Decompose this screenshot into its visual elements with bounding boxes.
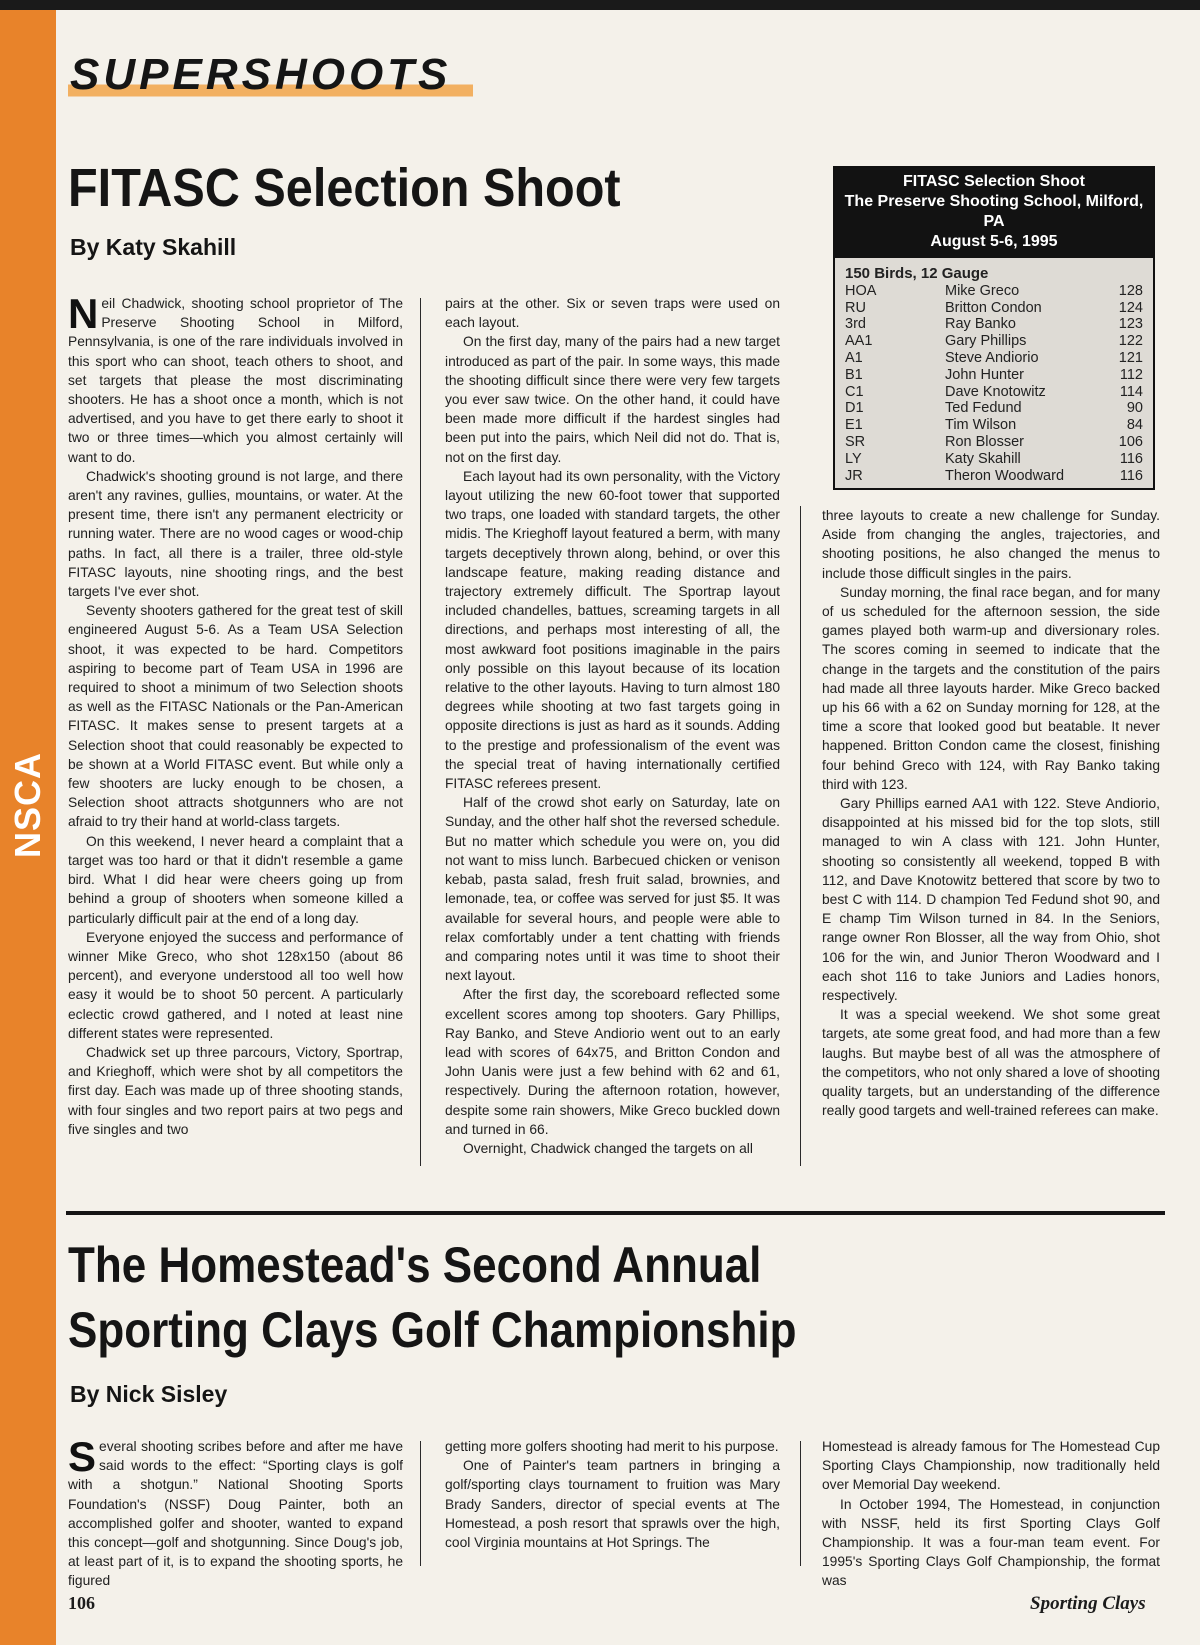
results-row (845, 300, 1143, 317)
paragraph: In October 1994, The Homestead, in conjunction with NSSF, held its first Sporting Clays Golf Championship. It was a four-man team event. For 1995's Sporting Clays Golf Championship, the format was (822, 1496, 1160, 1589)
results-class: JR (845, 467, 863, 484)
results-shooter: John Hunter (945, 366, 1024, 383)
results-score: 116 (1119, 467, 1143, 484)
results-class: LY (845, 450, 862, 467)
column-divider (420, 1441, 421, 1566)
results-score: 121 (1118, 349, 1143, 366)
article2-column-3 (822, 1437, 1160, 1591)
article-separator (66, 1211, 1165, 1215)
paragraph: Half of the crowd shot early on Saturday, late on Sunday, and the other half shot the reversed schedule. But no matter which schedule you were on, you did not want to miss lunch. Barbecued chicken or venison kebab, pasta salad, fresh fruit salad, brownies, and lemonade, tea, or coffee was served for just $5. It was available for several hours, and people were able to relax comfortably under a tent chatting with friends and comparing notes until it was time to shoot their next layout. (445, 795, 780, 984)
paragraph: Sunday morning, the final race began, and for many of us scheduled for the afternoon session, the side games played both warm-up and diversionary roles. The scores coming in seemed to indicate that the change in the targets and the constitution of the pairs had made all three layouts harder. Mike Greco backed up his 66 with a 62 on Sunday morning for 128, at the time a score that looked good but beatable. It never happened. Britton Condon came the closest, finishing four behind Greco with 124, with Ray Banko taking third with 123. (822, 584, 1160, 792)
paragraph: It was a special weekend. We shot some great targets, ate some great food, and had more than a few laughs. But maybe best of all was the atmosphere of the competitors, who not only shared a love of shooting quality targets, but an understanding of the difference really good targets and well-trained referees can make. (822, 1007, 1160, 1119)
results-score: 106 (1118, 433, 1143, 450)
results-header (835, 168, 1153, 258)
sidebar-tab (0, 10, 56, 1645)
results-header-date: August 5-6, 1995 (930, 233, 1058, 250)
results-class: E1 (845, 417, 863, 434)
results-class: AA1 (845, 333, 873, 350)
results-shooter: Gary Phillips (945, 333, 1027, 350)
magazine-name: Sporting Clays (1030, 1593, 1146, 1614)
results-shooter: Dave Knotowitz (945, 383, 1046, 400)
results-box (833, 166, 1155, 490)
results-row (845, 451, 1143, 468)
results-score: 90 (1126, 400, 1143, 417)
top-border (0, 0, 1200, 10)
results-class: RU (845, 299, 866, 316)
paragraph: Chadwick set up three parcours, Victory, Sportrap, and Krieghoff, which were shot by all competitors the first day. Each was made up of three shooting stands, with four singles and two report pairs at two pegs and five singles and two (68, 1044, 403, 1137)
results-score: 122 (1118, 333, 1143, 350)
results-row (845, 400, 1143, 417)
paragraph: After the first day, the scoreboard reflected some excellent scores among top shooters. Gary Phillips, Ray Banko, and Steve Andiorio went out to an early lead with scores of 64x75, and Britton Condon and John Uanis were just a few behind with 62 and 61, respectively. During the afternoon rotation, however, despite some rain showers, Mike Greco buckled down and turned in 66. (445, 987, 780, 1137)
paragraph: One of Painter's team partners in bringing a golf/sporting clays tournament to fruition was Mary Brady Sanders, director of special events at The Homestead, a posh resort that sprawls over the high, cool Virginia mountains at Hot Springs. The (445, 1458, 780, 1551)
results-score: 123 (1118, 316, 1143, 333)
results-score: 116 (1119, 450, 1143, 467)
article1-column-3 (822, 506, 1160, 1121)
column-divider (800, 506, 801, 1166)
results-header-location: The Preserve Shooting School, Milford, PA (844, 193, 1144, 230)
results-row (845, 350, 1143, 367)
results-class: C1 (845, 383, 864, 400)
results-shooter: Katy Skahill (945, 450, 1021, 467)
article1-column-2 (445, 294, 780, 1158)
results-score: 114 (1119, 383, 1143, 400)
results-score: 84 (1126, 417, 1143, 434)
results-shooter: Britton Condon (945, 299, 1042, 316)
results-row (845, 384, 1143, 401)
results-shooter: Ron Blosser (945, 433, 1024, 450)
results-score: 124 (1118, 299, 1143, 316)
section-label: SUPERSHOOTS (68, 48, 473, 102)
results-class: HOA (845, 282, 877, 299)
results-row (845, 468, 1143, 485)
results-score: 112 (1119, 366, 1143, 383)
article2-column-2 (445, 1437, 780, 1552)
results-shooter: Mike Greco (945, 282, 1020, 299)
results-row (845, 434, 1143, 451)
paragraph: Each layout had its own personality, with the Victory layout utilizing the new 60-foot tower that supported two traps, one loaded with standard targets, the other midis. The Krieghoff layout featured a berm, with many targets deceptively thrown along, behind, or over this landscape feature, making reading distance and trajectory extremely difficult. The Sportrap layout included chandelles, battues, screaming targets in all directions, and perhaps most interesting of all, the most awkward foot positions imaginable in the pairs only possible on this layout because of its location relative to the other layouts. Having to turn almost 180 degrees while shooting at two fast targets going in opposite directions is just as hard as it sounds. Adding to the prestige and professionalism of the event was the special treat of having internationally certified FITASC referees present. (445, 468, 780, 792)
paragraph: On the first day, many of the pairs had a new target introduced as part of the pair. In some ways, this made the shooting difficult since there were very few targets you ever saw twice. On the other hand, it could have been made more difficult if the hardest singles had been put into the pairs, which Neil did not do. That is, not on the first day. (445, 334, 780, 465)
results-shooter: Tim Wilson (945, 417, 1017, 434)
results-row (845, 367, 1143, 384)
results-shooter: Ted Fedund (945, 400, 1022, 417)
sidebar-label: NSCA (7, 751, 48, 859)
paragraph: getting more golfers shooting had merit to his purpose. (445, 1439, 779, 1454)
paragraph: Chadwick's shooting ground is not large, and there aren't any ravines, gullies, mountains, or water. At the present time, there isn't any permanent electricity or running water. There are no wood cages or wood-chip paths. In fact, all there is a trailer, three old-style FITASC layouts, nine shooting rings, and the best targets I've ever shot. (68, 468, 403, 600)
results-body (835, 258, 1153, 484)
article2-title (68, 1233, 796, 1363)
paragraph: Gary Phillips earned AA1 with 122. Steve Andiorio, disappointed at his missed bid for the top slots, still managed to win A class with 121. John Hunter, shooting so consistently all weekend, topped B with 112, and Dave Knotowitz bettered that score by two to best C with 114. D champion Ted Fedund shot 90, and E champ Tim Wilson turned in 84. In the Seniors, range owner Ron Blosser, all the way from Ohio, shot 106 for the win, and Junior Theron Woodward and I each shot 116 to take Juniors and Ladies honors, respectively. (822, 796, 1160, 1004)
article2-title-line-2: Sporting Clays Golf Championship (68, 1302, 797, 1358)
results-class: A1 (845, 349, 863, 366)
paragraph: Everyone enjoyed the success and performance of winner Mike Greco, who shot 128x150 (about 86 percent), and everyone understood all too well how easy it would be to shoot 50 percent. A particularly eclectic crowd gathered, and I noted at least nine different states were represented. (68, 929, 403, 1041)
paragraph: pairs at the other. Six or seven traps were used on each layout. (445, 296, 780, 331)
results-row (845, 417, 1143, 434)
results-subheader: 150 Birds, 12 Gauge (845, 265, 989, 282)
results-shooter: Theron Woodward (945, 467, 1065, 484)
page-number: 106 (68, 1593, 95, 1613)
results-class: D1 (845, 400, 864, 417)
paragraph: Homestead is already famous for The Homestead Cup Sporting Clays Championship, now traditionally held over Memorial Day weekend. (822, 1439, 1160, 1493)
results-class: 3rd (845, 316, 866, 333)
paragraph: Several shooting scribes before and after me have said words to the effect: “Sporting clays is golf with a shotgun.” National Shooting Sports Foundation's (NSSF) Doug Painter, both an accomplished golfer and shooter, wanted to expand this concept—golf and shotgunning. Since Doug's job, at least part of it, is to expand the shooting sports, he figured (68, 1433, 403, 1589)
results-row (845, 283, 1143, 300)
results-row (845, 333, 1143, 350)
results-class: SR (845, 433, 866, 450)
results-shooter: Ray Banko (945, 316, 1016, 333)
paragraph: Overnight, Chadwick changed the targets on all (463, 1140, 753, 1156)
paragraph: Seventy shooters gathered for the great test of skill engineered August 5-6. As a Team USA Selection shoot, it was expected to be hard. Competitors aspiring to become part of Team USA in 1996 are required to shoot a minimum of two Selection shoots as well as the FITASC Nationals or the Pan-American FITASC. It makes sense to present targets at a Selection shoot that could reasonably be expected to be shown at a World FITASC event. But while only a few shooters are lucky enough to be chosen, a Selection shoot attracts shotgunners who are not afraid to try their hand at world-class targets. (68, 603, 403, 830)
article2-byline: By Nick Sisley (70, 1381, 228, 1407)
column-divider (420, 298, 421, 1166)
paragraph: Neil Chadwick, shooting school proprietor of The Preserve Shooting School in Milford, Pennsylvania, is one of the rare individuals involved in this sport who can shoot, teach others to shoot, and set targets that please the most discriminating shooters. He has a shoot once a month, which is not advertised, and you have to get there early to shoot it two or three times—which you almost certainly will want to do. (68, 290, 403, 465)
results-row (845, 316, 1143, 333)
results-header-title: FITASC Selection Shoot (903, 173, 1085, 190)
results-class: B1 (845, 366, 863, 383)
paragraph: three layouts to create a new challenge for Sunday. Aside from changing the angles, trajectories, and shooting positions, he also changed the menus to include those difficult singles in the pairs. (822, 508, 1160, 581)
article1-title: FITASC Selection Shoot (68, 158, 621, 218)
article1-column-1 (68, 290, 403, 1139)
article2-column-1 (68, 1433, 403, 1591)
paragraph: On this weekend, I never heard a complaint that a target was too hard or that it didn't resemble a game bird. What I did hear were cheers going up from behind a group of shooters when someone killed a particularly difficult pair at the end of a long day. (68, 833, 403, 926)
column-divider (800, 1441, 801, 1566)
results-score: 128 (1118, 282, 1143, 299)
results-shooter: Steve Andiorio (945, 349, 1039, 366)
article2-title-line-1: The Homestead's Second Annual (68, 1237, 762, 1293)
article1-byline: By Katy Skahill (70, 234, 237, 260)
